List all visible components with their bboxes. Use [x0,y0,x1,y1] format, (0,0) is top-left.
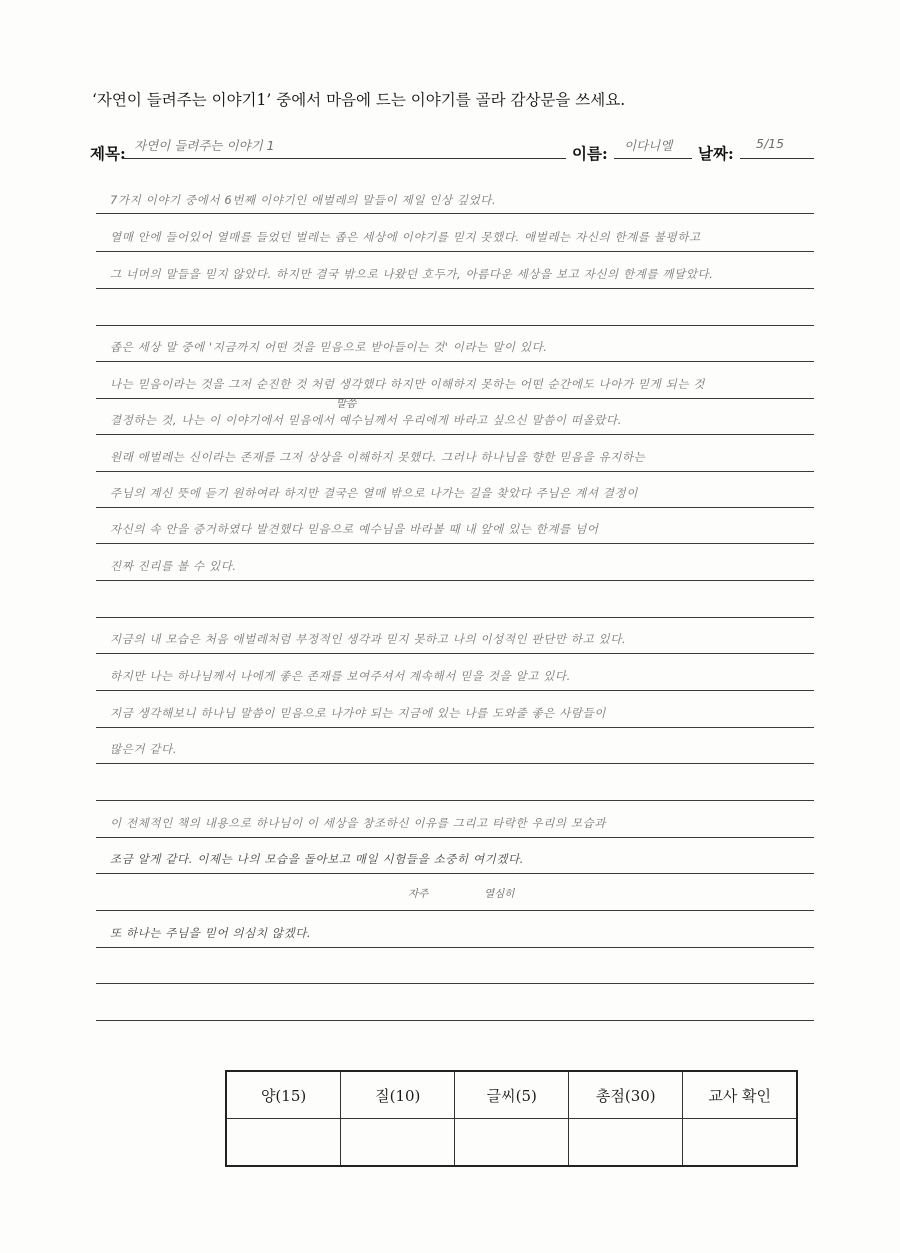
handwritten-line: 열매 안에 들어있어 열매를 들었던 벌레는 좁은 세상에 이야기를 믿지 못했다. 애벌레는 자신의 한계를 불평하고 [110,230,701,244]
ruled-line [96,213,814,214]
grade-cell-teacher-check [683,1119,797,1167]
name-underline [614,158,692,159]
ruled-line [96,288,814,289]
grade-header-quantity: 양(15) [226,1071,341,1119]
handwritten-line: 지금 생각해보니 하나님 말씀이 믿음으로 나가야 되는 지금에 있는 나를 도와줄 좋은 사람들이 [110,706,607,720]
handwritten-line: 원래 애벌레는 신이라는 존재를 그저 상상을 이해하지 못했다. 그러나 하나님을 향한 믿음을 유지하는 [110,450,646,464]
date-label: 날짜: [698,144,734,163]
ruled-line [96,434,814,435]
handwritten-line: 결정하는 것, 나는 이 이야기에서 믿음에서 예수님께서 우리에게 바라고 싶으신 말씀이 떠올랐다. [110,413,622,427]
ruled-line [96,983,814,984]
ruled-line [96,1020,814,1021]
grade-cell-total [569,1119,683,1167]
handwritten-line: 진짜 진리를 볼 수 있다. [110,559,237,573]
ruled-line [96,800,814,801]
date-underline [740,158,814,159]
grade-header-handwriting: 글씨(5) [455,1071,569,1119]
grade-cell-quality [341,1119,455,1167]
ruled-line [96,947,814,948]
ruled-line [96,580,814,581]
grade-cell-quantity [226,1119,341,1167]
handwritten-line: 그 너머의 말들을 믿지 않았다. 하지만 결국 밖으로 나왔던 호두가, 아름다운 세상을 보고 자신의 한계를 깨달았다. [110,267,714,281]
grade-cell-handwriting [455,1119,569,1167]
grade-header-quality: 질(10) [341,1071,455,1119]
date-value: 5/15 [756,136,785,151]
ruled-line [96,361,814,362]
name-value: 이다니엘 [624,138,673,153]
title-underline [122,158,566,159]
insertion-note: 자주 [408,888,429,900]
grade-header-teacher-check: 교사 확인 [683,1071,797,1119]
grading-table [225,1070,798,1167]
handwritten-line: 또 하나는 주님을 믿어 의심치 않겠다. [110,926,312,940]
ruled-line [96,910,814,911]
handwritten-line: 자신의 속 안을 증거하였다 발견했다 믿음으로 예수님을 바라볼 때 내 앞에 있는 한계를 넘어 [110,522,599,536]
handwritten-line: 나는 믿음이라는 것을 그저 순진한 것 처럼 생각했다 하지만 이해하지 못하는 어떤 순간에도 나아가 믿게 되는 것 [110,377,705,391]
handwritten-line: 많은거 같다. [110,742,178,756]
ruled-line [96,837,814,838]
handwritten-line: 7가지 이야기 중에서 6번째 이야기인 애벌레의 말들이 제일 인상 깊었다. [110,193,497,207]
ruled-line [96,763,814,764]
ruled-line [96,653,814,654]
handwritten-line: 하지만 나는 하나님께서 나에게 좋은 존재를 보여주셔서 계속해서 믿을 것을 알고 있다. [110,669,571,683]
header-row [90,136,815,163]
ruled-line [96,690,814,691]
handwritten-line: 주님의 계신 뜻에 듣기 원하여라 하지만 결국은 열매 밖으로 나가는 길을 찾았다 주님은 계셔 결정이 [110,486,638,500]
name-label: 이름: [572,144,608,163]
ruled-line [96,873,814,874]
grade-header-total: 총점(30) [569,1071,683,1119]
handwritten-line: 좁은 세상 말 중에 '지금까지 어떤 것을 믿음으로 받아들이는 것' 이라는 말이 있다. [110,340,548,354]
ruled-line [96,398,814,399]
ruled-line [96,507,814,508]
title-label: 제목: [90,144,126,163]
insertion-note: 열심히 [484,888,515,900]
ruled-line [96,471,814,472]
ruled-line [96,727,814,728]
ruled-line [96,251,814,252]
handwritten-line: 지금의 내 모습은 처음 애벌레처럼 부정적인 생각과 믿지 못하고 나의 이성적인 판단만 하고 있다. [110,632,627,646]
title-value: 자연이 들려주는 이야기 1 [134,138,275,153]
handwritten-line: 이 전체적인 책의 내용으로 하나님이 이 세상을 창조하신 이유를 그리고 타락한 우리의 모습과 [110,816,607,830]
instruction-text: ‘자연이 들려주는 이야기1’ 중에서 마음에 드는 이야기를 골라 감상문을 쓰세요. [92,91,626,109]
ruled-line [96,325,814,326]
handwritten-line: 조금 알게 같다. 이제는 나의 모습을 돌아보고 매일 시험들을 소중히 여기겠다. [110,852,525,866]
ruled-line [96,543,814,544]
insertion-note: 말씀 [336,398,357,410]
ruled-line [96,617,814,618]
